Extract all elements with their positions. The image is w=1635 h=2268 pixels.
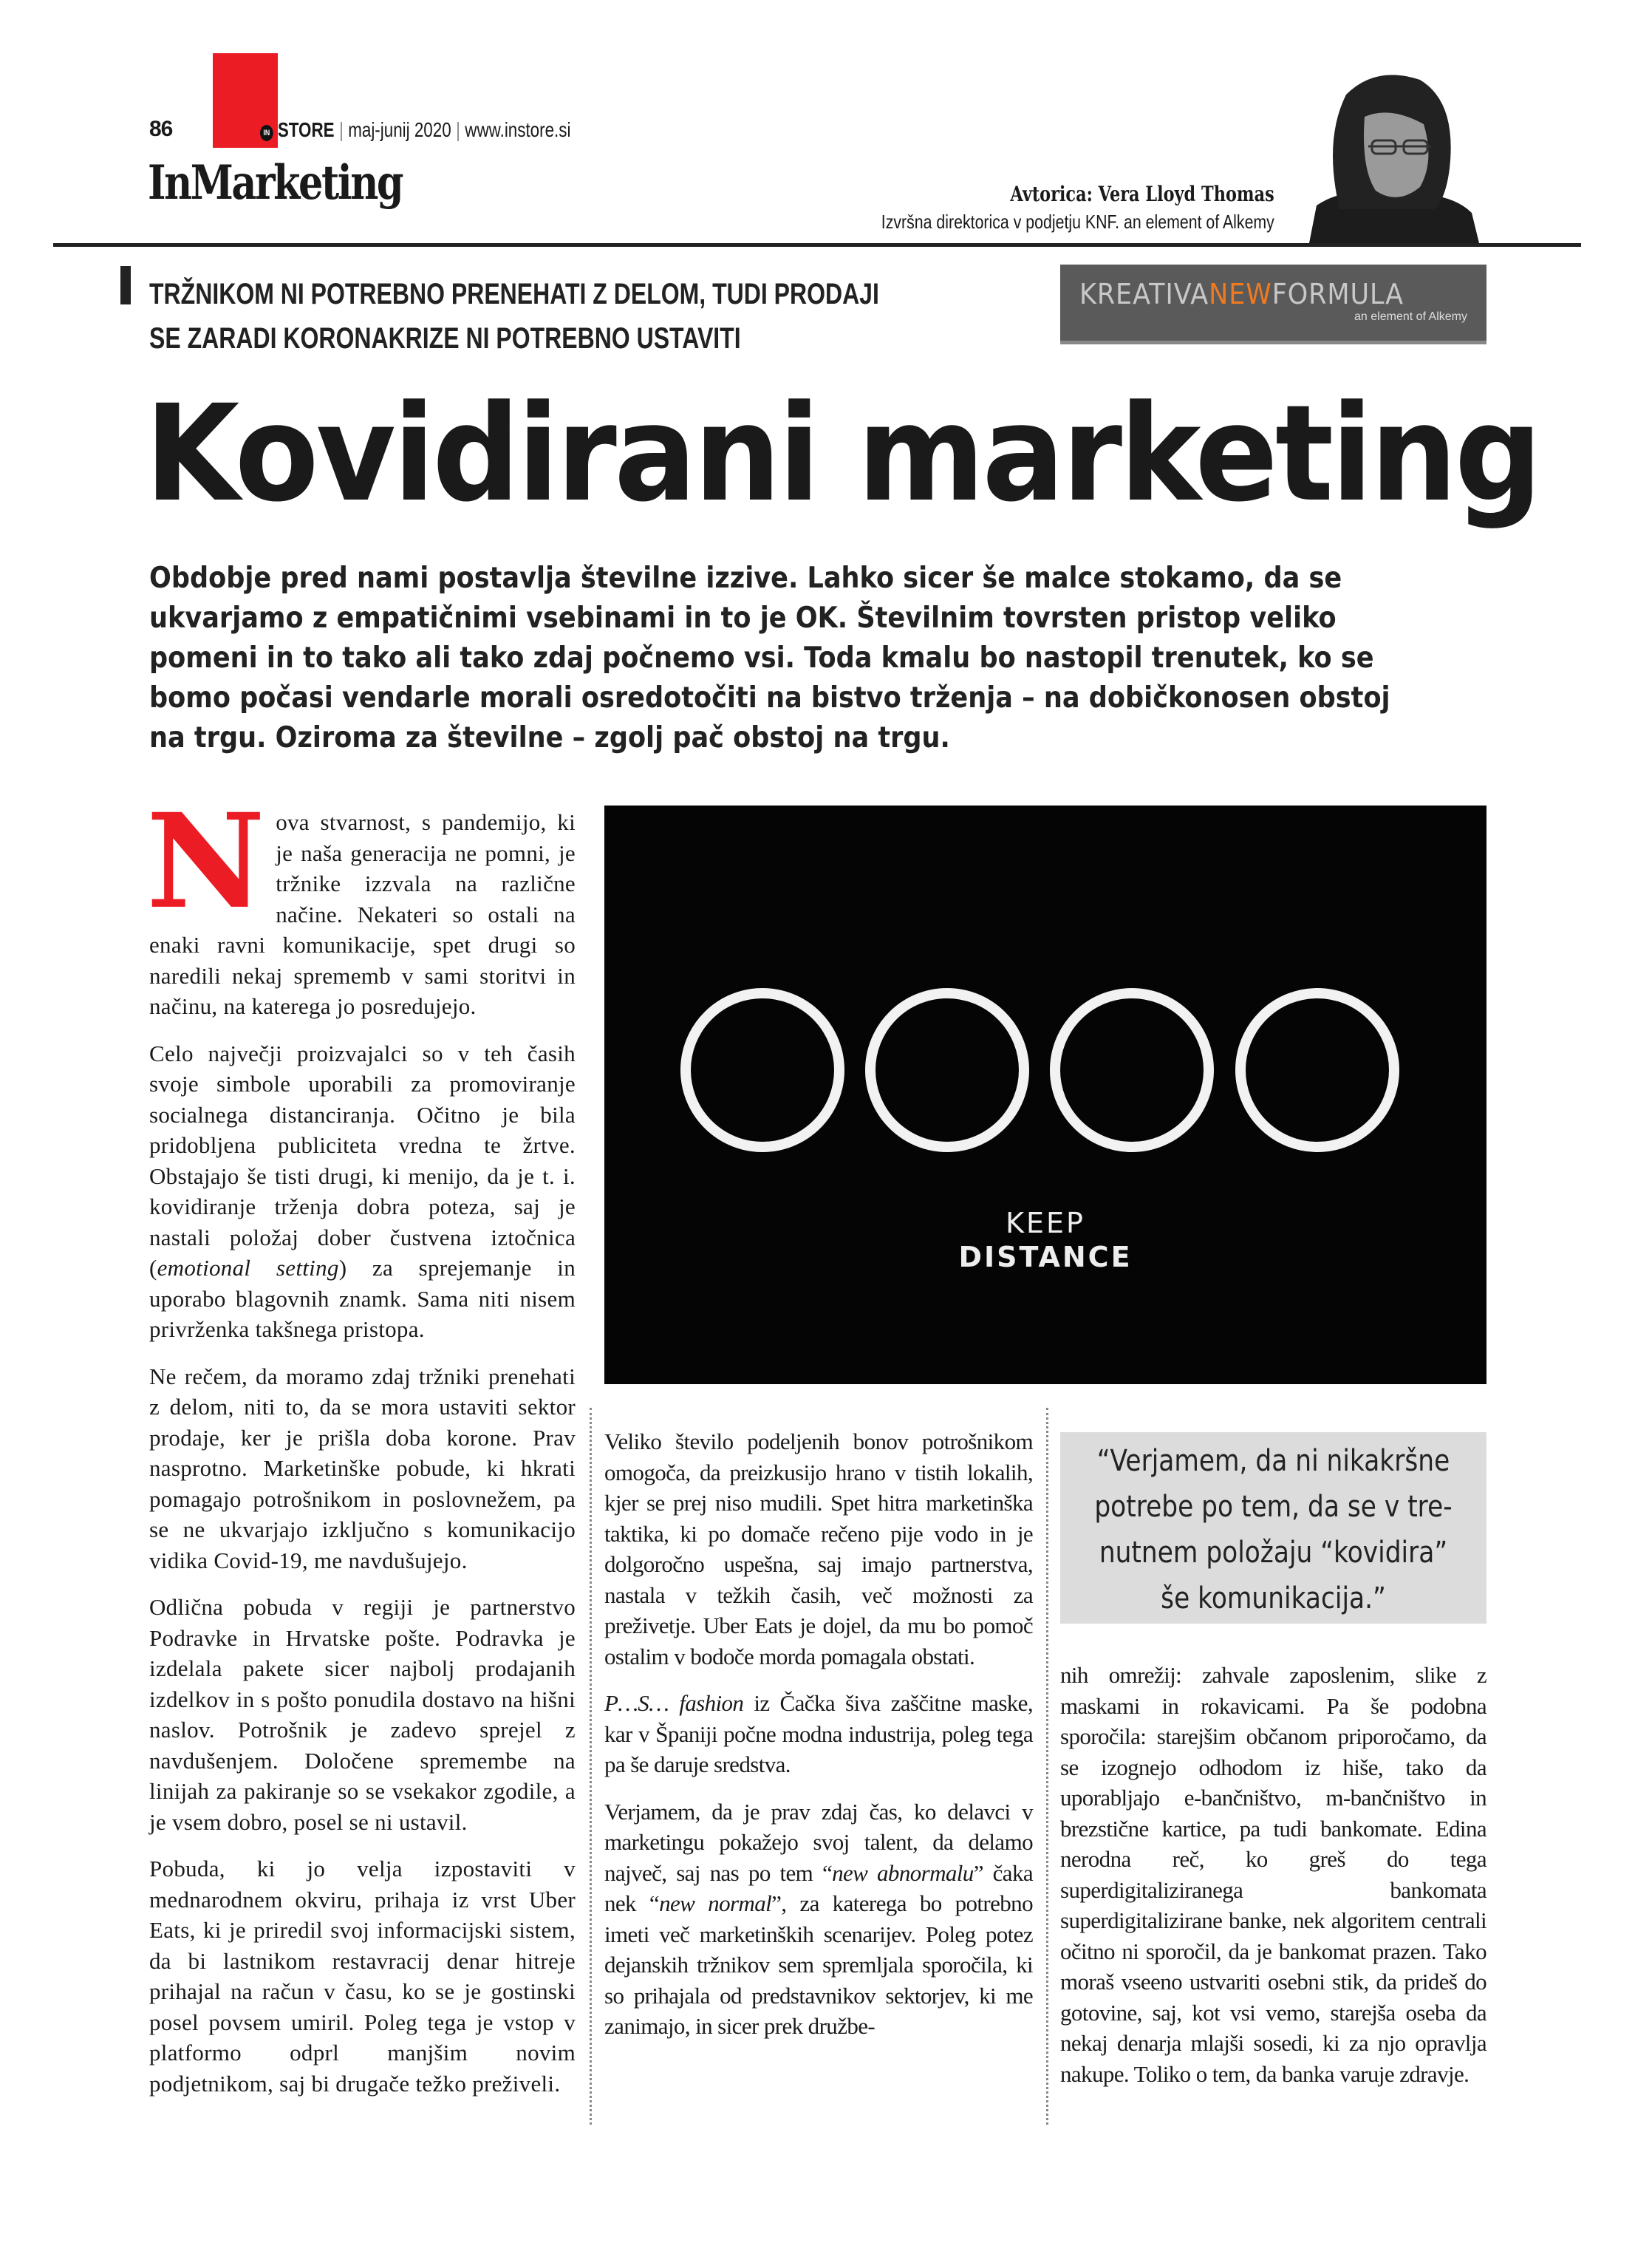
kicker <box>149 272 879 361</box>
kicker-line: TRŽNIKOM NI POTREBNO PRENEHATI Z DELOM, TUDI PRODAJI <box>149 278 879 310</box>
text: ” čaka nek “ <box>604 1859 1033 1916</box>
paragraph: Pobuda, ki jo velja izpostaviti v mednarodnem okviru, prihaja iz vrst Uber Eats, ki je priredil svoj informacijski sistem, da bi lastnikom restavracij denar hitreje prihajal na račun v času, ko se je gostinski posel povsem umiril. Poleg tega je vstop v platformo odprl manjšim novim podjetnikom, saj bi drugače težko preživeli. <box>149 1856 576 2097</box>
logo-subtitle: an element of Alkemy <box>1354 310 1467 323</box>
knf-logo <box>1060 265 1486 344</box>
column-3 <box>1060 1660 1486 2105</box>
website: www.instore.si <box>465 118 571 141</box>
author-name: Avtorica: Vera Lloyd Thomas <box>1010 182 1274 206</box>
column-2 <box>604 1426 1033 2058</box>
pull-quote <box>1060 1432 1486 1624</box>
italic-text: emotional setting <box>157 1255 339 1281</box>
quote-line: potrebe po tem, da se v tre- <box>1094 1490 1453 1524</box>
text: iz Čačka šiva zaščitne maske, kar v Španiji počne modna industrija, poleg tega pa še daruje sredstva. <box>604 1690 1033 1777</box>
quote-line: “Verjamem, da ni nikakršne <box>1096 1444 1450 1478</box>
paragraph: Odlična pobuda v regiji je partnerstvo Podravke in Hrvatske pošte. Podravka je izdelala pakete sicer najbolj prodajanih izdelkov in s pošto ponudila dostavo na hišni naslov. Potrošnik je zadevo sprejel z navdušenjem. Določene spremembe na linijah za pakiranje so se vsekakor zgodile, a je vsem dobro, posel se ni ustavil. <box>149 1594 576 1835</box>
paragraph: Ne rečem, da moramo zdaj tržniki prenehati z delom, niti to, da se mora ustaviti sektor prodaje, ker je prišla doba korone. Prav nasprotno. Marketinške pobude, ki hkrati pomagajo potrošnikom in poslovnežem, pa se ne ukvarjajo izključno s komunikacijo vidika Covid-19, me navdušujejo. <box>149 1363 576 1573</box>
text: Celo največji proizvajalci so v teh časih svoje simbole uporabili za promoviranje socialnega distanciranja. Očitno je bila pridobljena publiciteta vredna te žrtve. Obstajajo še tisti drugi, ki menijo, da je t. i. kovidiranje trženja dobra poteza, saj je nastali položaj dober čustvena iztočnica ( <box>149 1040 576 1281</box>
paragraph <box>604 1797 1033 2042</box>
text: Verjamem, da je prav zdaj čas, ko delavci v marketingu pokažejo svoj talent, da delamo največ, saj nas po tem “ <box>604 1798 1033 1886</box>
image-text-keep: KEEP <box>1006 1207 1085 1239</box>
italic-text: new abnormalu <box>832 1859 974 1886</box>
brand-badge: IN <box>260 125 273 141</box>
drop-cap: N <box>146 785 266 938</box>
author-role: Izvršna direktorica v podjetju KNF. an element of Alkemy <box>881 211 1274 233</box>
column-divider <box>590 1408 592 2125</box>
text: ) za sprejemanje in uporabo blagovnih znamk. Sama niti nisem privrženka takšnega pristopa. <box>149 1255 576 1342</box>
logo-text-accent: NEW <box>1209 278 1272 310</box>
paragraph: Veliko število podeljenih bonov potrošnikom omogoča, da preizkusijo hrano v tistih lokalih, kjer se prej niso mudili. Spet hitra marketinška taktika, ki po domače rečeno pije vodo in je dolgoročno uspešna, saj imajo partnerstva, nastala v težkih časih, več možnosti za preživetje. Uber Eats je dojel, da mu bo pomoč ostalim v bodoče morda pomagala obstati. <box>604 1428 1033 1669</box>
italic-text: new normal <box>659 1890 772 1916</box>
issue-date: maj-junij 2020 <box>348 118 451 141</box>
section-title: InMarketing <box>148 155 403 211</box>
quote-line: še komunikacija.” <box>1161 1581 1386 1615</box>
column-divider <box>1046 1408 1048 2125</box>
paragraph: nih omrežij: zahvale zaposlenim, slike z maskami in rokavicami. Pa še podobna sporočila: starejšim občanom priporočamo, da se izognejo odhodom iz hiše, tako da uporabljajo e-bančništvo, m-bančništvo in brezstične kartice, pa tudi bankomate. Edina nerodna reč, ko greš do tega superdigitaliziranega bankomata superdigitalizirane banke, nek algoritem centrali očitno ni sporočil, da je bankomat prazen. Tako moraš vseeno ustvariti osebni stik, da prideš do gotovine, saj, kot vsi vemo, starejša oseba da nekaj denarja mlajši sosedi, ki za njo opravlja nakupe. Toliko o tem, da banka varuje zdravje. <box>1060 1662 1486 2087</box>
header-rule <box>53 243 1581 247</box>
logo-text: FORMULA <box>1272 278 1404 310</box>
brand-name: STORE <box>277 118 335 141</box>
column-1 <box>146 785 576 2115</box>
masthead: IN STORE | maj-junij 2020 | www.instore.si <box>260 118 570 142</box>
italic-text: P…S… fashion <box>604 1690 744 1716</box>
article-title: Kovidirani marketing <box>145 377 1540 531</box>
author-photo <box>1294 65 1486 243</box>
text: ”, za katerega bo potrebno imeti več marketinških scenarijev. Poleg potez dejanskih tržnikov sem spremljala sporočila, ki so prihajala od predstavnikov sektorjev, ki me zanimajo, in sicer prek družbe- <box>604 1890 1033 2039</box>
paragraph <box>604 1688 1033 1780</box>
article-lede: Obdobje pred nami postavlja številne izzive. Lahko sicer še malce stokamo, da se ukvarjamo z empatičnimi vsebinami in to je OK. Številnim tovrsten pristop veliko pomeni in to tako ali tako zdaj počnemo vsi. Toda kmalu bo nastopil trenutek, ko se bomo počasi vendarle morali osredotočiti na bistvo trženja – na dobičkonosen obstoj na trgu. Oziroma za številne – zgolj pač obstoj na trgu. <box>149 562 1390 755</box>
logo-text: KREATIVA <box>1079 278 1209 310</box>
kicker-bar <box>120 266 131 304</box>
kicker-line: SE ZARADI KORONAKRIZE NI POTREBNO USTAVITI <box>149 322 741 355</box>
paragraph <box>149 1038 576 1345</box>
paragraph: ova stvarnost, s pandemijo, ki je naša generacija ne pomni, je tržnike izzvala na različne načine. Nekateri so ostali na enaki ravni komunikacije, spet drugi so naredili nekaj sprememb v sami storitvi in načinu, na katerega jo posredujejo. <box>149 809 576 1019</box>
keep-distance-image <box>604 806 1486 1384</box>
page-number: 86 <box>149 117 173 141</box>
image-text-distance: DISTANCE <box>958 1241 1133 1273</box>
quote-line: nutnem položaju “kovidira” <box>1099 1536 1448 1570</box>
